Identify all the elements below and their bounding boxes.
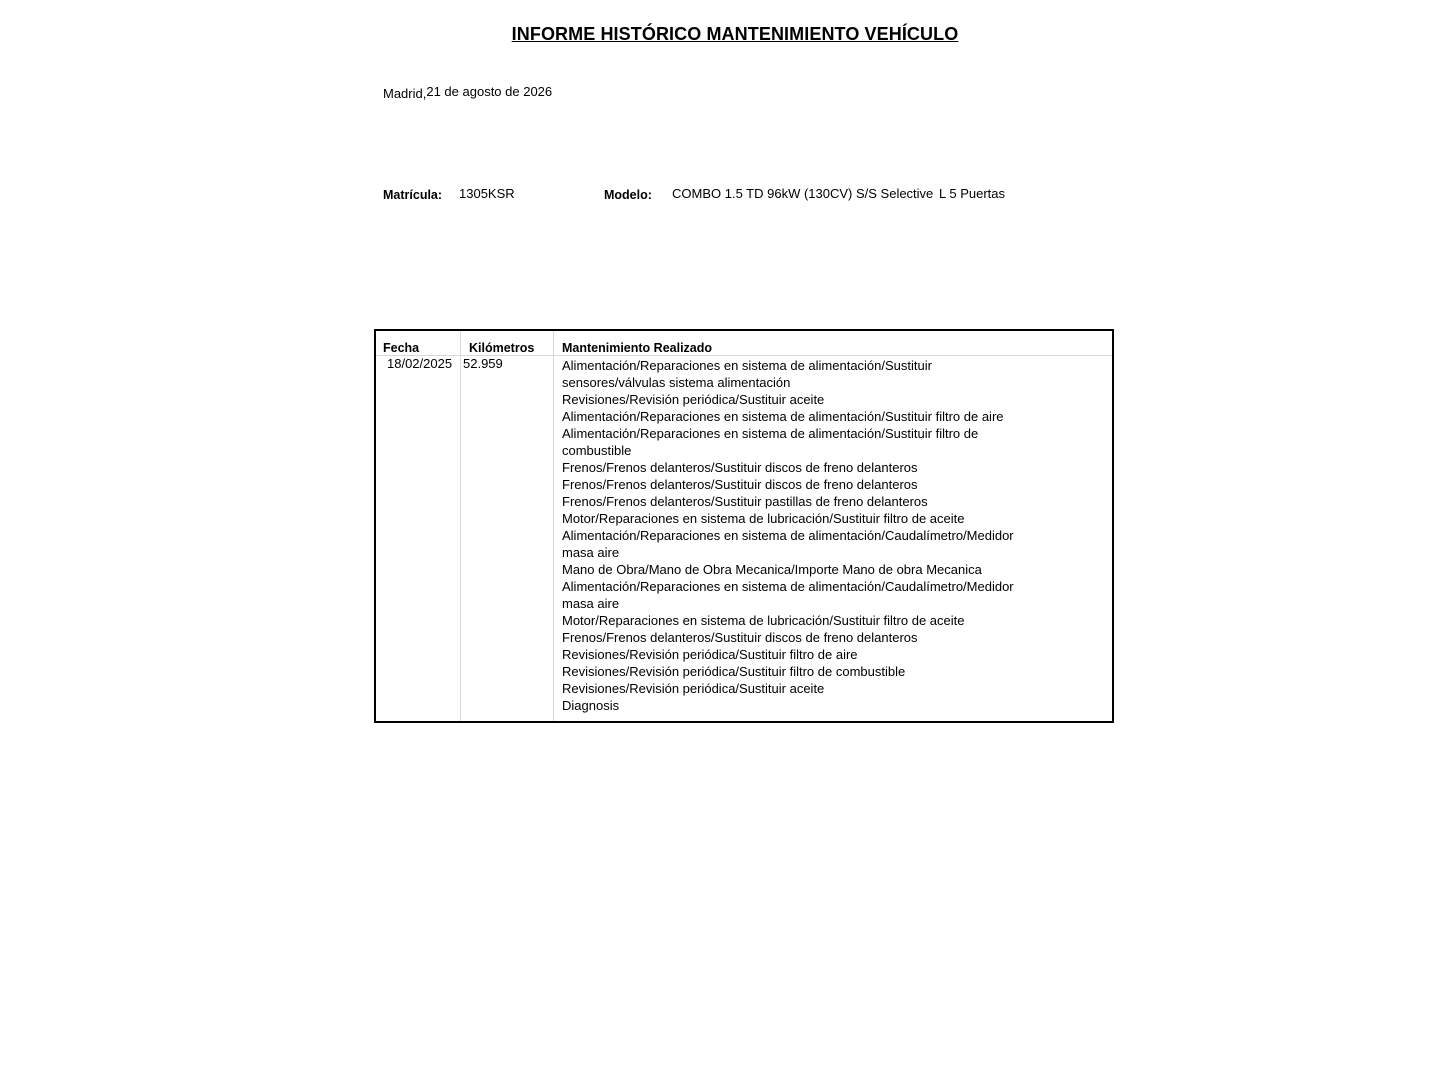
maintenance-task: Frenos/Frenos delanteros/Sustituir discos de freno delanteros — [562, 460, 918, 475]
maintenance-task: Alimentación/Reparaciones en sistema de alimentación/Sustituir filtro de aire — [562, 409, 1004, 424]
header-km: Kilómetros — [469, 341, 535, 355]
report-title: INFORME HISTÓRICO MANTENIMIENTO VEHÍCULO — [511, 24, 959, 44]
maintenance-task: Revisiones/Revisión periódica/Sustituir filtro de aire — [562, 647, 858, 662]
maintenance-task: Motor/Reparaciones en sistema de lubricación/Sustituir filtro de aceite — [562, 511, 965, 526]
report-date-line — [383, 84, 552, 99]
maintenance-task: sensores/válvulas sistema alimentación — [562, 375, 791, 390]
maintenance-task: Frenos/Frenos delanteros/Sustituir discos de freno delanteros — [562, 477, 918, 492]
maintenance-task: Revisiones/Revisión periódica/Sustituir aceite — [562, 681, 825, 696]
plate-label: Matrícula: — [383, 188, 443, 202]
doors-value: L 5 Puertas — [939, 186, 1006, 201]
maintenance-table — [374, 329, 1114, 723]
plate-value: 1305KSR — [459, 186, 515, 201]
model-value: COMBO 1.5 TD 96kW (130CV) S/S Selective — [672, 186, 934, 201]
maintenance-task: Motor/Reparaciones en sistema de lubricación/Sustituir filtro de aceite — [562, 613, 965, 628]
maintenance-task: Revisiones/Revisión periódica/Sustituir aceite — [562, 392, 825, 407]
header-maintenance: Mantenimiento Realizado — [562, 341, 713, 355]
maintenance-task: Alimentación/Reparaciones en sistema de alimentación/Sustituir filtro de — [562, 426, 979, 441]
maintenance-task: Diagnosis — [562, 698, 620, 713]
header-date: Fecha — [383, 341, 420, 355]
maintenance-task: Mano de Obra/Mano de Obra Mecanica/Importe Mano de obra Mecanica — [562, 562, 982, 577]
model-label: Modelo: — [604, 188, 652, 202]
maintenance-task: Alimentación/Reparaciones en sistema de alimentación/Sustituir — [562, 358, 932, 373]
row-date: 18/02/2025 — [387, 356, 453, 371]
maintenance-task: Alimentación/Reparaciones en sistema de alimentación/Caudalímetro/Medidor — [562, 528, 1014, 543]
maintenance-task-list — [562, 357, 1022, 714]
report-city: Madrid, — [383, 86, 427, 101]
maintenance-task: Revisiones/Revisión periódica/Sustituir filtro de combustible — [562, 664, 906, 679]
row-km: 52.959 — [463, 356, 503, 371]
column-divider — [553, 331, 554, 721]
maintenance-task: masa aire — [562, 596, 620, 611]
maintenance-task: masa aire — [562, 545, 620, 560]
maintenance-task: Frenos/Frenos delanteros/Sustituir pastillas de freno delanteros — [562, 494, 928, 509]
maintenance-task: combustible — [562, 443, 632, 458]
maintenance-task: Frenos/Frenos delanteros/Sustituir discos de freno delanteros — [562, 630, 918, 645]
maintenance-task: Alimentación/Reparaciones en sistema de alimentación/Caudalímetro/Medidor — [562, 579, 1014, 594]
column-divider — [460, 331, 461, 721]
report-date: 21 de agosto de 2026 — [426, 84, 553, 99]
